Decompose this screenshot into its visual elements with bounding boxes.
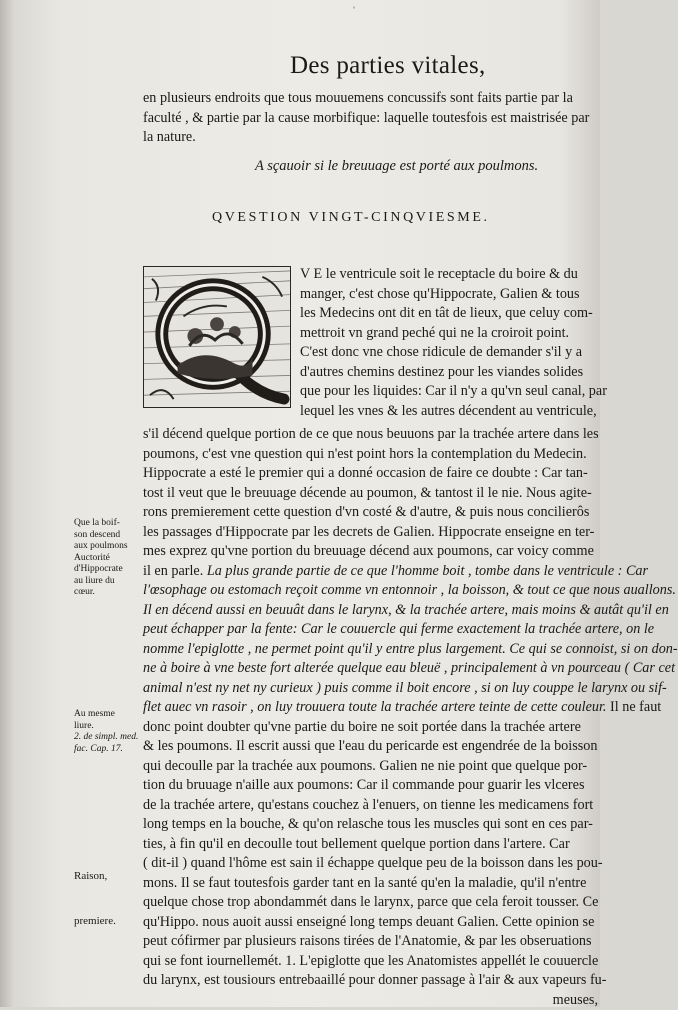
text-line: nomme l'epiglotte , ne permet point qu'il y entre plus largement. Ce qui se connoist, si on don- bbox=[143, 640, 598, 660]
margin-note-reference bbox=[74, 709, 140, 755]
text-line: quelque chose trop abondammét dans le larynx, parce que cela feroit tousser. Ce bbox=[143, 893, 598, 913]
text-line: l'œsophage ou estomach reçoit comme vn entonnoir , la boisson, & tout ce que nous auallons. bbox=[143, 581, 598, 601]
note-line: au liure du bbox=[74, 576, 140, 588]
text-line: qu'Hippo. nous auoit aussi enseigné long temps deuant Galien. Cette opinion se bbox=[143, 913, 598, 933]
decorated-initial-icon bbox=[144, 267, 290, 407]
decorated-initial-q bbox=[143, 266, 291, 408]
text-line: d'autres chemins destinez pour les viandes solides bbox=[300, 363, 598, 383]
running-head: Des parties vitales, bbox=[290, 52, 486, 80]
text-line: ne à boire à vne beste fort alterée quelque eau bleuë , principalement à vn pourceau ( Car cet bbox=[143, 659, 598, 679]
note-line: Auctorité bbox=[74, 553, 140, 565]
text-line: meuses, bbox=[143, 991, 598, 1010]
margin-note-descent bbox=[74, 518, 140, 599]
intro-paragraph bbox=[143, 89, 598, 148]
note-line: d'Hippocrate bbox=[74, 564, 140, 576]
text-line: la nature. bbox=[143, 128, 598, 148]
text-line: Hippocrate a esté le premier qui a donné occasion de faire ce doubte : Car tan- bbox=[143, 464, 598, 484]
text-line: C'est donc vne chose ridicule de demander s'il y a bbox=[300, 343, 598, 363]
text-line: mes exprez qu'vne portion du breuuage décend aux poumons, car voicy comme bbox=[143, 542, 598, 562]
margin-note-premiere: premiere. bbox=[74, 916, 140, 928]
note-line: cœur. bbox=[74, 587, 140, 599]
note-line: fac. Cap. 17. bbox=[74, 744, 140, 756]
text-line: s'il décend quelque portion de ce que nous beuuons par la trachée artere dans les bbox=[143, 425, 598, 445]
note-line: aux poulmons bbox=[74, 541, 140, 553]
text-line: lequel les vnes & les autres décendent au ventricule, bbox=[300, 402, 598, 422]
main-paragraph bbox=[143, 425, 598, 1010]
quotation-segment: flet auec vn rasoir , on luy trouuera toute la trachée artere teinte de cette couleur. bbox=[143, 699, 606, 715]
text-line: Il en décend aussi en beuuât dans le larynx, & la trachée artere, mais moins & autât qu'il en bbox=[143, 601, 598, 621]
text-line: manger, c'est chose qu'Hippocrate, Galien & tous bbox=[300, 285, 598, 305]
note-line: son descend bbox=[74, 530, 140, 542]
section-subtitle: A sçauoir si le breuuage est porté aux poulmons. bbox=[255, 158, 538, 175]
text-line: que pour les liquides: Car il n'y a qu'vn seul canal, par bbox=[300, 382, 598, 402]
text-line: peut cófirmer par plusieurs raisons tirées de l'Anatomie, & par les obseruations bbox=[143, 932, 598, 952]
text-line: mettroit vn grand peché qui ne la croiroit point. bbox=[300, 324, 598, 344]
note-line: 2. de simpl. med. bbox=[74, 732, 140, 744]
text-line bbox=[143, 562, 598, 582]
text-line: les passages d'Hippocrate par les decrets de Galien. Hippocrate enseigne en ter- bbox=[143, 523, 598, 543]
note-line: liure. bbox=[74, 721, 140, 733]
text-line: animal n'est ny net ny curieux ) puis comme il boit encore , si on luy couppe le larynx ou sif- bbox=[143, 679, 598, 699]
note-line: Que la boif- bbox=[74, 518, 140, 530]
quotation-segment: La plus grande partie de ce que l'homme boit , tombe dans le ventricule : Car bbox=[207, 563, 648, 579]
text-line: du larynx, est tousiours entrebaaillé pour donner passage à l'air & aux vapeurs fu- bbox=[143, 971, 598, 991]
text-line: tost il veut que le breuuage décende au poumon, & tantost il le nie. Nous agite- bbox=[143, 484, 598, 504]
opening-paragraph bbox=[300, 265, 598, 421]
question-heading: QVESTION VINGT-CINQVIESME. bbox=[212, 210, 490, 226]
text-line: qui se font iournellemét. 1. L'epiglotte que les Anatomistes appellét le couuercle bbox=[143, 952, 598, 972]
text-line: les Medecins ont dit en tât de lieux, que celuy com- bbox=[300, 304, 598, 324]
text-line: peut échapper par la fente: Car le couuercle qui ferme exactement la trachée artere, on le bbox=[143, 620, 598, 640]
text-line: V E le ventricule soit le receptacle du boire & du bbox=[300, 265, 598, 285]
text-line: long temps en la bouche, & qu'on relasche tous les muscles qui sont en ces par- bbox=[143, 815, 598, 835]
text-segment: il en parle. bbox=[143, 563, 207, 579]
text-line: faculté , & partie par la cause morbifique: laquelle toutesfois est maistrisée par bbox=[143, 109, 598, 129]
text-line: qui decoulle par la trachée aux poumons. Galien ne nie point que quelque por- bbox=[143, 757, 598, 777]
text-line: ties, à fin qu'il en decoulle tout bellement quelque portion dans l'artere. Car bbox=[143, 835, 598, 855]
text-line: mons. Il se faut toutesfois garder tant en la santé qu'en la maladie, qu'il n'entre bbox=[143, 874, 598, 894]
text-line: rons premierement cette question d'vn costé & d'autre, & puis nous concilierôs bbox=[143, 503, 598, 523]
text-line: ( dit-il ) quand l'hôme est sain il échappe quelque peu de la boisson dans les pou- bbox=[143, 854, 598, 874]
text-line: poumons, c'est vne question qui n'est point hors la contemplation du Medecin. bbox=[143, 445, 598, 465]
text-line: donc point doubter qu'vne partie du boire ne soit portée dans la trachée artere bbox=[143, 718, 598, 738]
text-segment: Il ne faut bbox=[606, 699, 661, 715]
text-line bbox=[143, 698, 598, 718]
page-mark: ˈ bbox=[352, 4, 356, 19]
text-line: & les poumons. Il escrit aussi que l'eau du pericarde est engendrée de la boisson bbox=[143, 737, 598, 757]
margin-note-raison: Raison, bbox=[74, 871, 140, 883]
text-line: tion du bruuage n'aille aux poumons: Car il commande pour guarir les vlceres bbox=[143, 776, 598, 796]
text-line: de la trachée artere, qu'estans couchez à l'enuers, on tienne les medicamens fort bbox=[143, 796, 598, 816]
note-line: Au mesme bbox=[74, 709, 140, 721]
text-line: en plusieurs endroits que tous mouuemens concussifs sont faits partie par la bbox=[143, 89, 598, 109]
